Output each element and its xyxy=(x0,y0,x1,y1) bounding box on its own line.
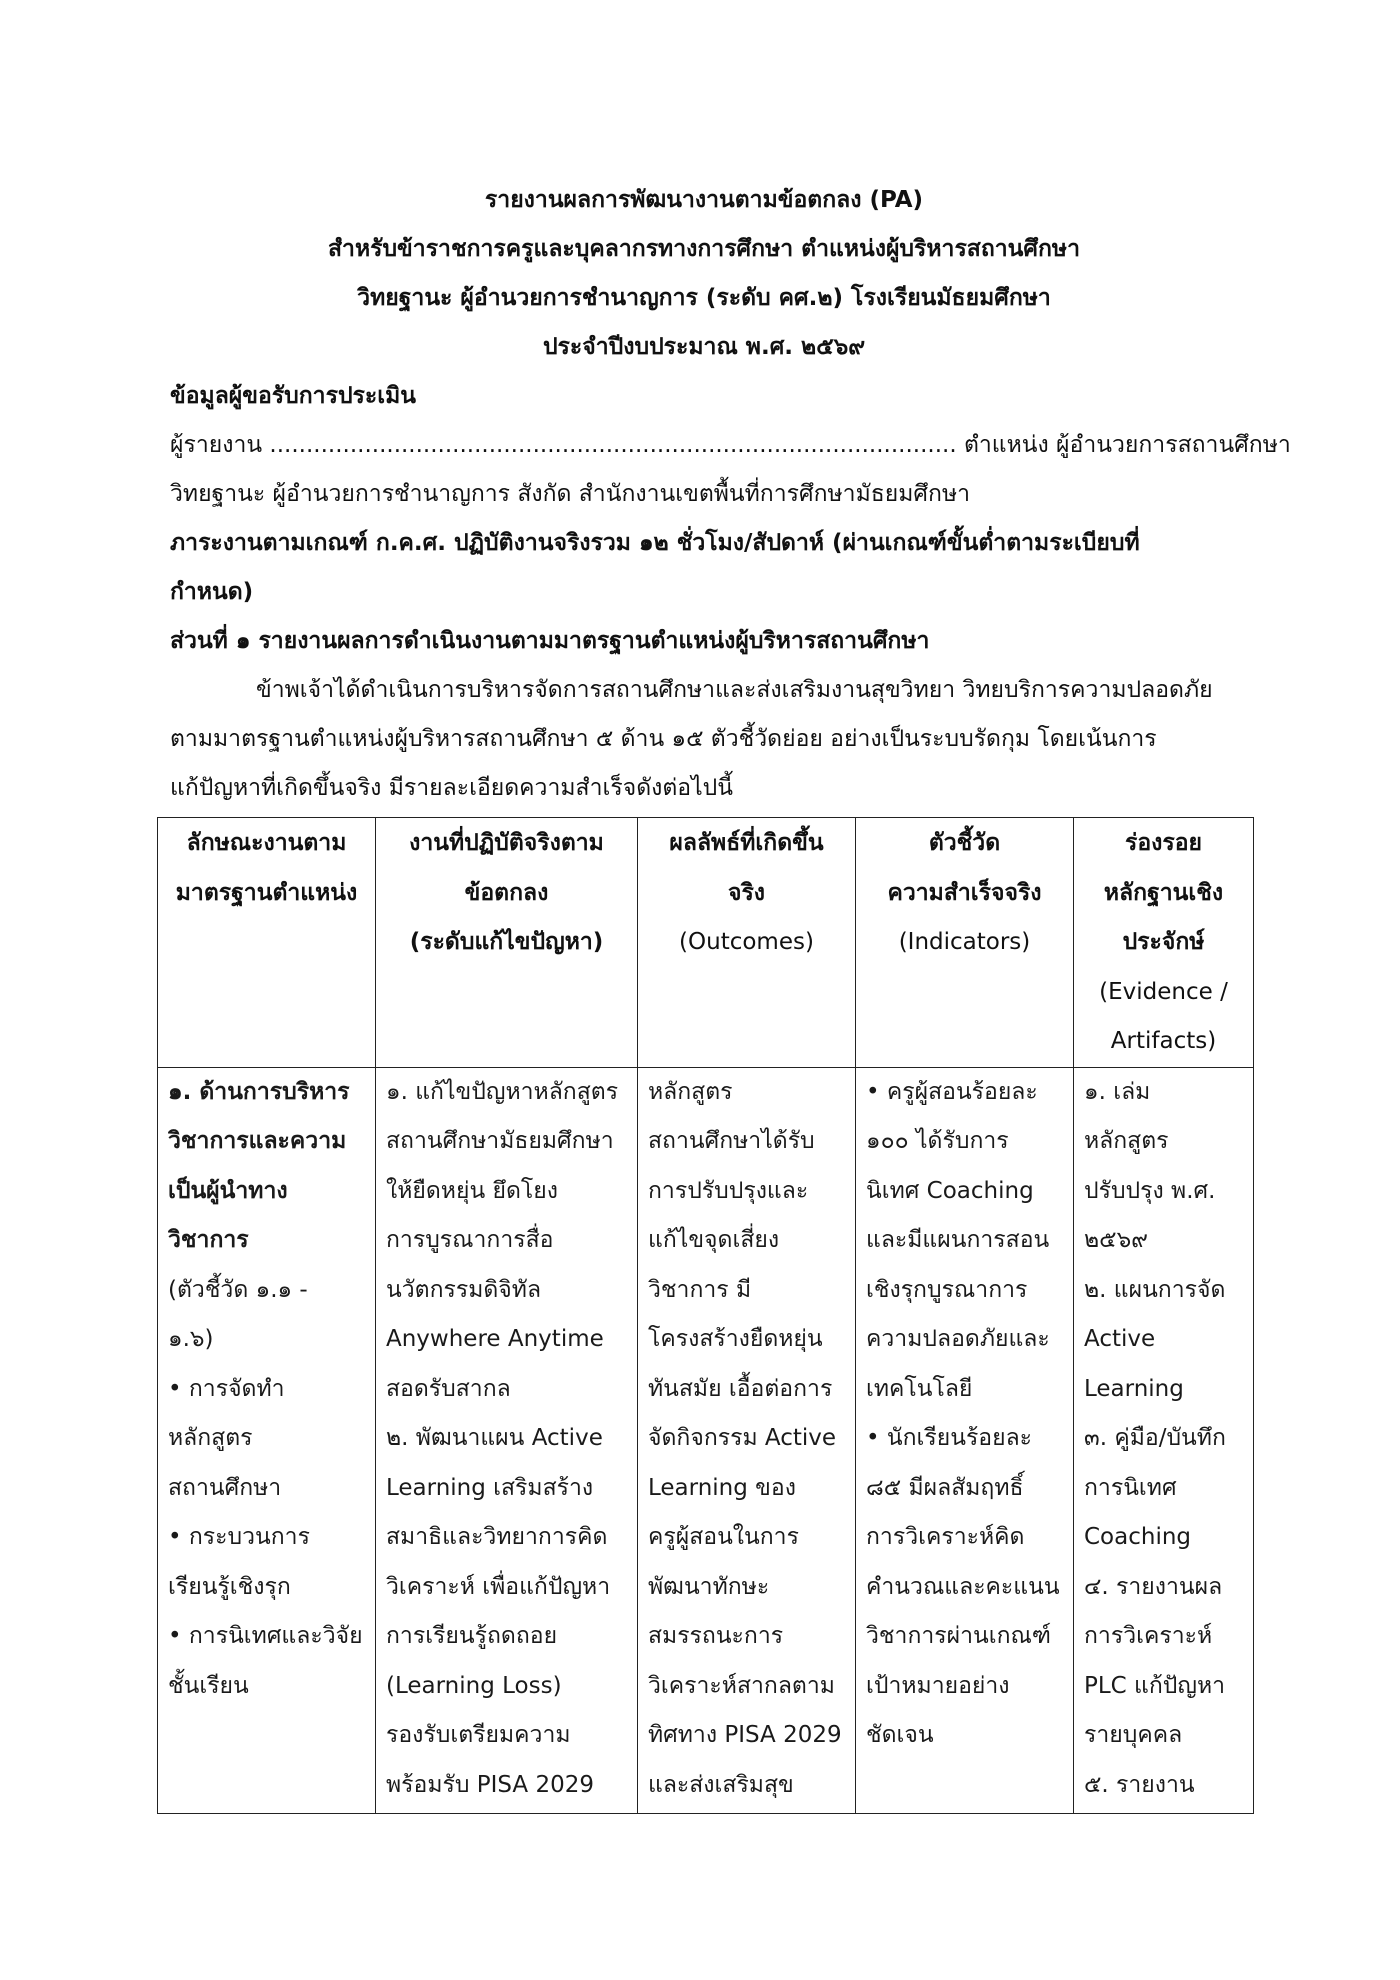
cell-text-line: ชัดเจน xyxy=(866,1722,934,1748)
cell-indicators xyxy=(856,1067,1074,1813)
report-title-line-4: ประจำปีงบประมาณ พ.ศ. ๒๕๖๙ xyxy=(542,334,866,360)
cell-text-line: การวิเคราะห์ xyxy=(1084,1623,1213,1649)
header-text-line: งานที่ปฏิบัติจริงตาม xyxy=(409,830,604,856)
cell-text-line: หลักสูตร xyxy=(648,1078,733,1105)
header-actual-work xyxy=(376,818,638,1068)
header-text-line: Artifacts) xyxy=(1110,1028,1217,1054)
header-outcomes xyxy=(638,818,856,1068)
cell-text-line: ความปลอดภัยและ xyxy=(866,1326,1050,1352)
cell-text-line: การนิเทศ xyxy=(1084,1474,1177,1501)
cell-text-line: วิเคราะห์ เพื่อแก้ปัญหา xyxy=(386,1573,611,1600)
cell-text-line: นิเทศ Coaching xyxy=(866,1177,1034,1204)
part1-paragraph-line-1: ข้าพเจ้าได้ดำเนินการบริหารจัดการสถานศึกษาและส่งเสริมงานสุขวิทยา วิทยบริการความปลอดภัย xyxy=(256,677,1213,703)
cell-text-line: • ครูผู้สอนร้อยละ xyxy=(866,1078,1038,1105)
cell-text-line: เรียนรู้เชิงรุก xyxy=(168,1573,291,1600)
cell-lines xyxy=(648,1068,845,1811)
cell-text-line: รายบุคคล xyxy=(1084,1722,1183,1748)
cell-lines xyxy=(866,1068,1063,1761)
cell-text-line: การปรับปรุงและ xyxy=(648,1177,809,1204)
cell-text-line: การบูรณาการสื่อ xyxy=(386,1227,554,1253)
table-header-row xyxy=(158,818,1254,1068)
cell-text-line: ๒๕๖๙ xyxy=(1084,1227,1149,1253)
cell-text-line: วิชาการ มี xyxy=(648,1276,752,1303)
header-text-line: ตัวชี้วัด xyxy=(928,830,1001,856)
header-text-line: (Outcomes) xyxy=(679,929,814,955)
cell-standard-work xyxy=(158,1067,376,1813)
header-text-line: มาตรฐานตำแหน่ง xyxy=(175,879,358,906)
cell-text-line: แก้ไขจุดเสี่ยง xyxy=(648,1227,780,1253)
cell-text-line: คำนวณและคะแนน xyxy=(866,1573,1060,1600)
cell-text-line: ชั้นเรียน xyxy=(168,1672,249,1699)
cell-text-line: พัฒนาทักษะ xyxy=(648,1573,770,1600)
cell-text-line: ๒. พัฒนาแผน Active xyxy=(386,1425,603,1451)
cell-text-line: สอดรับสากล xyxy=(386,1375,511,1402)
cell-text-line: การเรียนรู้ถดถอย xyxy=(386,1623,558,1649)
cell-text-line: สมาธิและวิทยาการคิด xyxy=(386,1524,608,1550)
cell-text-line: ครูผู้สอนในการ xyxy=(648,1524,799,1550)
cell-text-line: นวัตกรรมดิจิทัล xyxy=(386,1276,542,1303)
cell-text-line: • การนิเทศและวิจัย xyxy=(168,1623,363,1649)
cell-text-line: ๑๐๐ ได้รับการ xyxy=(866,1128,1009,1154)
cell-text-line: ทันสมัย เอื้อต่อการ xyxy=(648,1375,833,1402)
performance-table xyxy=(157,817,1254,1814)
cell-text-line: ๑. แก้ไขปัญหาหลักสูตร xyxy=(386,1078,619,1105)
cell-text-line: • การจัดทำ xyxy=(168,1375,285,1402)
header-text-line: ลักษณะงานตาม xyxy=(186,830,347,856)
cell-lines xyxy=(168,1068,365,1266)
cell-lines xyxy=(386,1068,627,1811)
document-body xyxy=(170,176,1291,813)
cell-text-line: สถานศึกษา xyxy=(168,1474,282,1501)
cell-text-line: การวิเคราะห์คิด xyxy=(866,1524,1025,1550)
cell-text-line: ปรับปรุง พ.ศ. xyxy=(1084,1177,1216,1204)
cell-text-line: Learning เสริมสร้าง xyxy=(386,1474,594,1501)
cell-text-line: สถานศึกษามัธยมศึกษา xyxy=(386,1128,614,1154)
cell-text-line: เป็นผู้นำทาง xyxy=(168,1177,288,1204)
header-text-line: ความสำเร็จจริง xyxy=(887,879,1042,906)
cell-text-line: วิชาการและความ xyxy=(168,1128,347,1154)
header-text-line: ผลลัพธ์ที่เกิดขึ้น xyxy=(669,830,824,856)
header-text-line: ร่องรอย xyxy=(1124,830,1203,856)
cell-text-line: Anywhere Anytime xyxy=(386,1326,604,1352)
header-text-line: (Evidence / xyxy=(1099,978,1228,1005)
header-evidence xyxy=(1074,818,1254,1068)
cell-text-line: รองรับเตรียมความ xyxy=(386,1722,571,1748)
cell-text-line: • นักเรียนร้อยละ xyxy=(866,1425,1033,1451)
cell-text-line: เชิงรุกบูรณาการ xyxy=(866,1276,1028,1303)
header-standard-work xyxy=(158,818,376,1068)
cell-text-line: สมรรถนะการ xyxy=(648,1623,784,1649)
cell-text-line: Active xyxy=(1084,1326,1156,1352)
cell-text-line: เป้าหมายอย่าง xyxy=(866,1672,1010,1699)
part1-heading: ส่วนที่ ๑ รายงานผลการดำเนินงานตามมาตรฐานตำแหน่งผู้บริหารสถานศึกษา xyxy=(170,628,930,654)
header-cell-lines xyxy=(168,819,365,918)
header-cell-lines xyxy=(866,819,1063,968)
cell-text-line: (ตัวชี้วัด ๑.๑ - xyxy=(168,1276,308,1303)
header-text-line: (Indicators) xyxy=(898,929,1031,955)
header-text-line: (ระดับแก้ไขปัญหา) xyxy=(409,929,604,955)
header-text-line: ประจักษ์ xyxy=(1122,929,1205,955)
header-cell-lines xyxy=(386,819,627,968)
cell-text-line: ทิศทาง PISA 2029 xyxy=(648,1722,842,1748)
report-title-line-3: วิทยฐานะ ผู้อำนวยการชำนาญการ (ระดับ คศ.๒) โรงเรียนมัธยมศึกษา xyxy=(357,285,1051,311)
cell-text-line: วิเคราะห์สากลตาม xyxy=(648,1672,835,1699)
cell-text-line: และมีแผนการสอน xyxy=(866,1227,1050,1253)
cell-text-line: โครงสร้างยืดหยุ่น xyxy=(648,1326,823,1352)
cell-text-line: Learning xyxy=(1084,1375,1184,1402)
table-row xyxy=(158,1067,1254,1813)
cell-text-line: จัดกิจกรรม Active xyxy=(648,1425,837,1451)
cell-text-line: ๕. รายงาน xyxy=(1084,1771,1195,1798)
header-text-line: จริง xyxy=(727,879,766,906)
header-text-line: หลักฐานเชิง xyxy=(1103,879,1224,906)
applicant-heading: ข้อมูลผู้ขอรับการประเมิน xyxy=(170,383,417,409)
cell-text-line: • กระบวนการ xyxy=(168,1524,310,1550)
report-title-line-2: สำหรับข้าราชการครูและบุคลากรทางการศึกษา ตำแหน่งผู้บริหารสถานศึกษา xyxy=(327,236,1081,262)
cell-text-line: สถานศึกษาได้รับ xyxy=(648,1128,815,1154)
cell-text-line: ๑.๖) xyxy=(168,1326,214,1352)
reporter-line: ผู้รายงาน .............................................................................................. ตำแหน่ง ผู้อำนวยการสถานศึกษา xyxy=(170,432,1291,458)
header-cell-lines xyxy=(1084,819,1243,1067)
cell-text-line: หลักสูตร xyxy=(1084,1128,1169,1154)
cell-text-line: ๘๕ มีผลสัมฤทธิ์ xyxy=(866,1474,1024,1501)
cell-text-line: (Learning Loss) xyxy=(386,1672,562,1699)
cell-text-line: ให้ยืดหยุ่น ยึดโยง xyxy=(386,1177,558,1204)
cell-text-line: Coaching xyxy=(1084,1524,1192,1550)
workload-line-1: ภาระงานตามเกณฑ์ ก.ค.ศ. ปฏิบัติงานจริงรวม ๑๒ ชั่วโมง/สัปดาห์ (ผ่านเกณฑ์ขั้นต่ำตามระเบียบที่ xyxy=(170,530,1140,556)
cell-text-line: วิชาการ xyxy=(168,1227,249,1253)
cell-text-line: PLC แก้ปัญหา xyxy=(1084,1672,1226,1699)
cell-text-line: ๒. แผนการจัด xyxy=(1084,1276,1226,1303)
part1-paragraph-line-2: ตามมาตรฐานตำแหน่งผู้บริหารสถานศึกษา ๕ ด้าน ๑๕ ตัวชี้วัดย่อย อย่างเป็นระบบรัดกุม โดยเน้นการ xyxy=(170,726,1157,752)
report-title-line-1: รายงานผลการพัฒนางานตามข้อตกลง (PA) xyxy=(484,187,924,213)
cell-text-line: วิชาการผ่านเกณฑ์ xyxy=(866,1623,1051,1649)
cell-text-line: พร้อมรับ PISA 2029 xyxy=(386,1771,595,1798)
cell-actual-work xyxy=(376,1067,638,1813)
cell-text-line: ๓. คู่มือ/บันทึก xyxy=(1084,1425,1226,1451)
part1-paragraph-line-3: แก้ปัญหาที่เกิดขึ้นจริง มีรายละเอียดความสำเร็จดังต่อไปนี้ xyxy=(170,775,733,801)
header-indicators xyxy=(856,818,1074,1068)
cell-lines xyxy=(1084,1068,1243,1811)
academic-standing-line: วิทยฐานะ ผู้อำนวยการชำนาญการ สังกัด สำนักงานเขตพื้นที่การศึกษามัธยมศึกษา xyxy=(170,481,971,507)
header-cell-lines xyxy=(648,819,845,968)
cell-outcomes xyxy=(638,1067,856,1813)
cell-evidence xyxy=(1074,1067,1254,1813)
cell-text-line: หลักสูตร xyxy=(168,1425,253,1451)
cell-text-line: ๑. เล่ม xyxy=(1084,1078,1151,1105)
cell-text-line: ๑. ด้านการบริหาร xyxy=(168,1078,350,1105)
workload-line-2: กำหนด) xyxy=(170,579,254,605)
cell-text-line: ๔. รายงานผล xyxy=(1084,1573,1223,1600)
cell-text-line: Learning ของ xyxy=(648,1474,796,1501)
cell-text-line: และส่งเสริมสุข xyxy=(648,1771,794,1798)
header-text-line: ข้อตกลง xyxy=(464,879,549,906)
cell-lines xyxy=(168,1266,365,1712)
cell-text-line: เทคโนโลยี xyxy=(866,1375,973,1402)
